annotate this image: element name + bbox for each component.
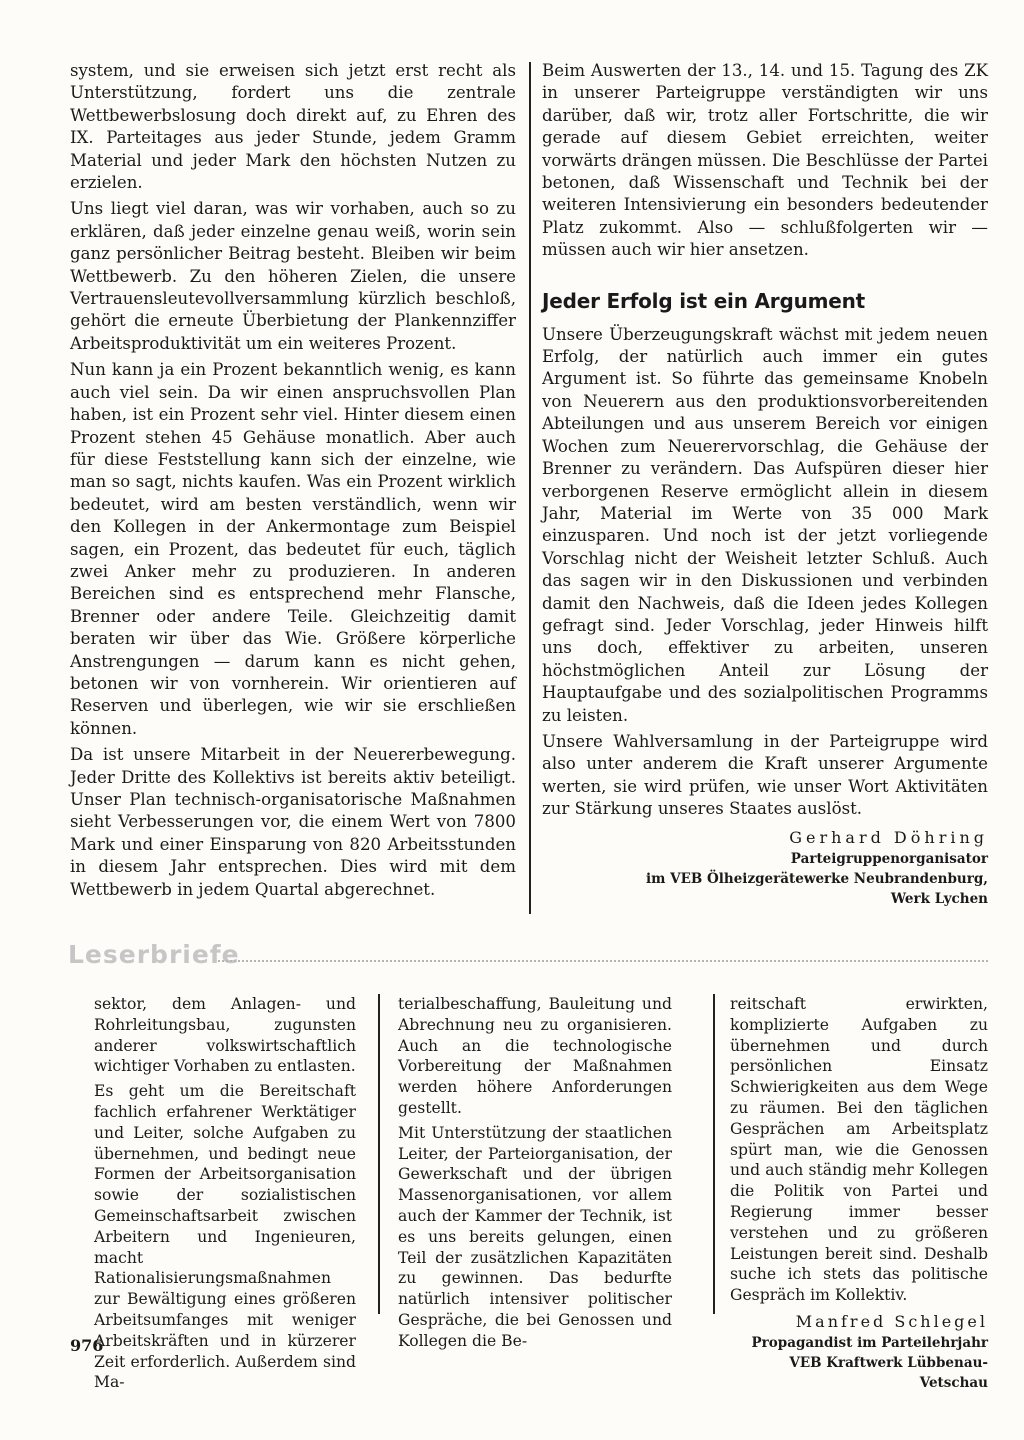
section-band	[68, 940, 988, 976]
paragraph: Mit Unterstützung der staatlichen Leiter, der Parteiorganisation, der Gewerkschaft und der übrigen Massenorganisationen, vor allem auch der Kammer der Technik, ist es uns bereits gelungen, einen Teil der zusätzlichen Kapazitäten zu gewinnen. Das bedurfte natürlich intensiver politischer Gespräche, die bei Genossen und Kollegen die Be-	[398, 1123, 672, 1350]
paragraph: Unsere Wahlversamlung in der Parteigruppe wird also unter anderem die Kraft unserer Argumente werten, sie wird prüfen, wie unser Wort Aktivitäten zur Stärkung unseres Staates auslöst.	[542, 731, 988, 819]
author-role: Parteigruppenorganisator	[790, 851, 988, 867]
paragraph: sektor, dem Anlagen- und Rohrleitungsbau, zugunsten anderer volkswirtschaftlich wichtiger Vorhaben zu entlasten.	[94, 995, 356, 1076]
paragraph: reitschaft erwirkten, komplizierte Aufgaben zu übernehmen und durch persönlichen Einsatz Schwierigkeiten aus dem Wege zu räumen. Bei den täglichen Gesprächen am Arbeitsplatz spürt man, wie die Genossen und auch ständig mehr Kollegen die Politik von Partei und Regierung immer besser verstehen und zu größeren Leistungen bereit sind. Deshalb suche ich stets das politische Gespräch im Kollektiv.	[730, 995, 988, 1305]
page-number: 976	[70, 1336, 104, 1355]
paragraph: Es geht um die Bereitschaft fachlich erfahrener Werktätiger und Leiter, solche Aufgaben zu übernehmen, und bedingt neue Formen der Arbeitsorganisation sowie der sozialistischen Gemeinschaftsarbeit zwischen Arbeitern und Ingenieuren, macht Rationalisierungsmaßnahmen zur Bewältigung eines größeren Arbeitsumfanges mit weniger Arbeitskräften und in kürzerer Zeit erforderlich. Außerdem sind Ma-	[94, 1082, 356, 1392]
paragraph: system, und sie erweisen sich jetzt erst recht als Unterstützung, fordert uns die zentrale Wettbewerbslosung doch direkt auf, zu Ehren des IX. Parteitages aus jeder Stunde, jedem Gramm Material und jeder Mark den höchsten Nutzen zu erzielen.	[70, 61, 516, 193]
article-column-1	[70, 60, 516, 901]
author-org: im VEB Ölheizgerätewerke Neubrandenburg,	[646, 871, 988, 887]
paragraph: Nun kann ja ein Prozent bekanntlich wenig, es kann auch viel sein. Da wir einen anspruchsvollen Plan haben, ist ein Prozent sehr viel. Hinter diesem einen Prozent stehen 45 Gehäuse monatlich. Aber auch für diese Feststellung kann sich der einzelne, wie man so sagt, nichts kaufen. Was ein Prozent wirklich bedeutet, wird am besten verständlich, wenn wir den Kollegen in der Ankermontage zum Beispiel sagen, ein Prozent, das bedeutet für euch, täglich zwei Anker mehr zu produzieren. In anderen Bereichen sind es entsprechend mehr Flansche, Brenner oder andere Teile. Gleichzeitig damit beraten wir über das Wie. Größere körperliche Anstrengungen — darum kann es nicht gehen, betonen wir von vornherein. Wir orientieren auf Reserven und überlegen, wie wir sie erschließen können.	[70, 360, 516, 738]
letters-column-3	[730, 994, 988, 1393]
article-column-2	[542, 60, 988, 909]
paragraph: Beim Auswerten der 13., 14. und 15. Tagung des ZK in unserer Parteigruppe verständigten wir uns darüber, daß wir, trotz aller Fortschritte, die wir gerade auf diesem Gebiet erreichten, weiter vorwärts drängen müssen. Die Beschlüsse der Partei betonen, daß Wissenschaft und Technik bei der weiteren Intensivierung ein besonders bedeutender Platz zukommt. Also — schlußfolgerten wir — müssen auch wir hier ansetzen.	[542, 61, 988, 260]
author-org: VEB Kraftwerk Lübbenau-Vetschau	[789, 1354, 988, 1391]
column-divider	[529, 62, 531, 914]
letters-column-1	[94, 994, 356, 1393]
paragraph: Da ist unsere Mitarbeit in der Neuererbewegung. Jeder Dritte des Kollektivs ist bereits aktiv beteiligt. Unser Plan technisch-organisatorische Maßnahmen sieht Verbesserungen vor, die einem Wert von 7800 Mark und einer Einsparung von 820 Arbeitsstunden in diesem Jahr entsprechen. Dies wird mit dem Wettbewerb in jedem Quartal abgerechnet.	[70, 745, 516, 899]
column-divider	[378, 994, 380, 1314]
author-name: Manfred Schlegel	[795, 1311, 988, 1331]
section-rule	[218, 960, 988, 962]
letters-column-2	[398, 994, 672, 1352]
paragraph: Uns liegt viel daran, was wir vorhaben, auch so zu erklären, daß jeder einzelne genau weiß, worin sein ganz persönlicher Beitrag besteht. Bleiben wir beim Wettbewerb. Zu den höheren Zielen, die unsere Vertrauensleutevollversammlung kürzlich beschloß, gehört die erneute Überbietung der Plankennziffer Arbeitsproduktivität um ein weiteres Prozent.	[70, 199, 516, 353]
author-role: Propagandist im Parteilehrjahr	[751, 1334, 988, 1351]
paragraph: terialbeschaffung, Bauleitung und Abrechnung neu zu organisieren. Auch an die technologische Vorbereitung der Maßnahmen werden höhere Anforderungen gestellt.	[398, 995, 672, 1117]
paragraph: Unsere Überzeugungskraft wächst mit jedem neuen Erfolg, der natürlich auch immer ein gutes Argument ist. So führte das gemeinsame Knobeln von Neuerern aus den produktionsvorbereitenden Abteilungen und aus unserem Bereich vor einigen Wochen zum Neuerervorschlag, die Gehäuse der Brenner zu verändern. Das Aufspüren dieser hier verborgenen Reserve ermöglicht allein in diesem Jahr, Material im Werte von 35 000 Mark einzusparen. Und noch ist der jetzt vorliegende Vorschlag nicht der Weisheit letzter Schluß. Auch das sagen wir in den Diskussionen und verbinden damit den Nachweis, daß die Ideen jedes Kollegen gefragt sind. Jeder Vorschlag, jeder Hinweis hilft uns doch, effektiver zu arbeiten, unseren höchstmöglichen Anteil zur Lösung der Hauptaufgabe und des sozialpolitischen Programms zu leisten.	[542, 324, 988, 725]
section-label: Leserbriefe	[68, 940, 240, 969]
author-name: Gerhard Döhring	[789, 827, 988, 847]
column-divider	[713, 994, 715, 1314]
section-heading: Jeder Erfolg ist ein Argument	[542, 288, 866, 313]
author-site: Werk Lychen	[890, 891, 988, 907]
